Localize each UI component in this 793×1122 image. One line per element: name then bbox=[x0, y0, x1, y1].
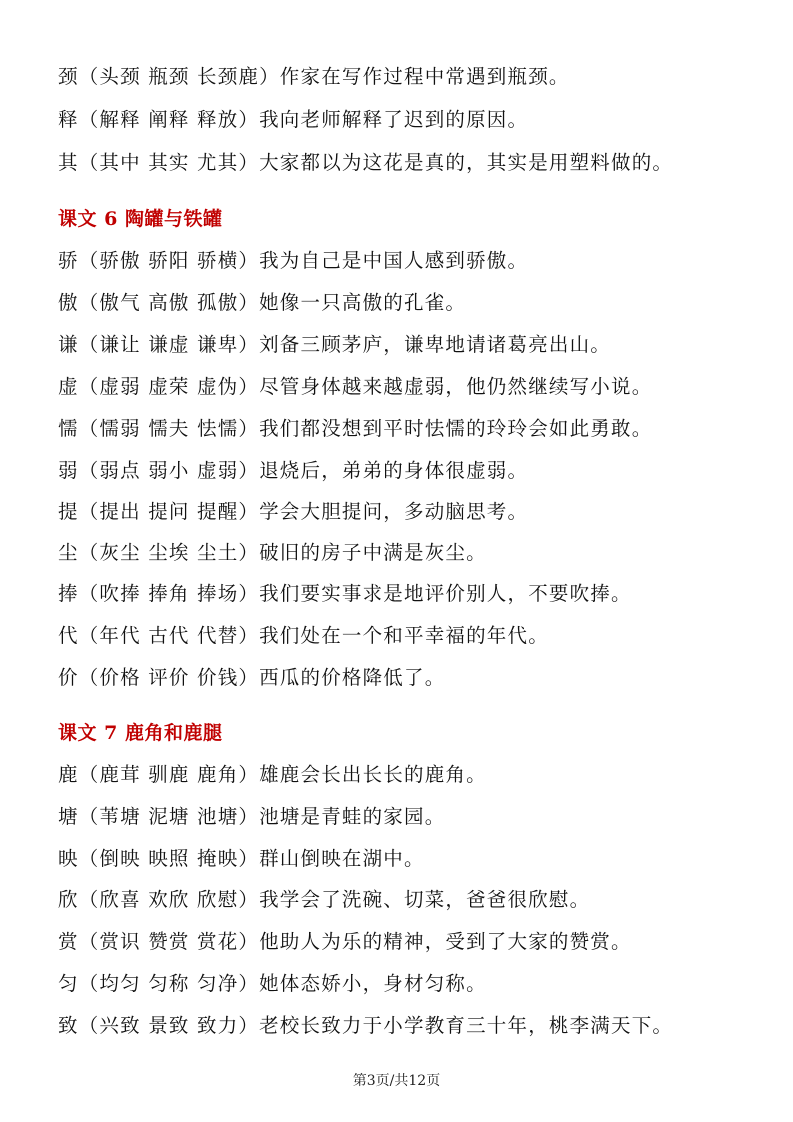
vocab-line: 谦（谦让 谦虚 谦卑）刘备三顾茅庐，谦卑地请诸葛亮出山。 bbox=[58, 333, 611, 356]
vocab-line: 弱（弱点 弱小 虚弱）退烧后，弟弟的身体很虚弱。 bbox=[58, 459, 529, 482]
vocab-line: 释（解释 阐释 释放）我向老师解释了迟到的原因。 bbox=[58, 108, 529, 131]
vocab-line: 代（年代 古代 代替）我们处在一个和平幸福的年代。 bbox=[58, 624, 549, 647]
vocab-line: 虚（虚弱 虚荣 虚伪）尽管身体越来越虚弱，他仍然继续写小说。 bbox=[58, 375, 653, 398]
lesson-heading: 课文 7 鹿角和鹿腿 bbox=[58, 722, 223, 744]
vocab-line: 价（价格 评价 价钱）西瓜的价格降低了。 bbox=[58, 666, 446, 689]
vocab-line: 骄（骄傲 骄阳 骄横）我为自己是中国人感到骄傲。 bbox=[58, 249, 529, 272]
vocab-line: 颈（头颈 瓶颈 长颈鹿）作家在写作过程中常遇到瓶颈。 bbox=[58, 65, 570, 88]
vocab-line: 傲（傲气 高傲 孤傲）她像一只高傲的孔雀。 bbox=[58, 291, 467, 314]
vocab-line: 尘（灰尘 尘埃 尘土）破旧的房子中满是灰尘。 bbox=[58, 541, 487, 564]
vocab-line: 欣（欣喜 欢欣 欣慰）我学会了洗碗、切菜，爸爸很欣慰。 bbox=[58, 888, 591, 911]
vocab-line: 鹿（鹿茸 驯鹿 鹿角）雄鹿会长出长长的鹿角。 bbox=[58, 763, 487, 786]
vocab-line: 塘（苇塘 泥塘 池塘）池塘是青蛙的家园。 bbox=[58, 805, 446, 828]
lesson-heading: 课文 6 陶罐与铁罐 bbox=[58, 208, 223, 230]
vocab-line: 映（倒映 映照 掩映）群山倒映在湖中。 bbox=[58, 847, 425, 870]
vocab-line: 其（其中 其实 尤其）大家都以为这花是真的，其实是用塑料做的。 bbox=[58, 151, 674, 174]
vocab-line: 匀（均匀 匀称 匀净）她体态娇小，身材匀称。 bbox=[58, 972, 487, 995]
vocab-line: 赏（赏识 赞赏 赏花）他助人为乐的精神，受到了大家的赞赏。 bbox=[58, 930, 632, 953]
vocab-line: 致（兴致 景致 致力）老校长致力于小学教育三十年，桃李满天下。 bbox=[58, 1014, 674, 1037]
vocab-line: 懦（懦弱 懦夫 怯懦）我们都没想到平时怯懦的玲玲会如此勇敢。 bbox=[58, 417, 653, 440]
page-number: 第3页/共12页 bbox=[352, 1073, 441, 1089]
vocab-line: 提（提出 提问 提醒）学会大胆提问，多动脑思考。 bbox=[58, 500, 529, 523]
vocab-line: 捧（吹捧 捧角 捧场）我们要实事求是地评价别人，不要吹捧。 bbox=[58, 582, 632, 605]
